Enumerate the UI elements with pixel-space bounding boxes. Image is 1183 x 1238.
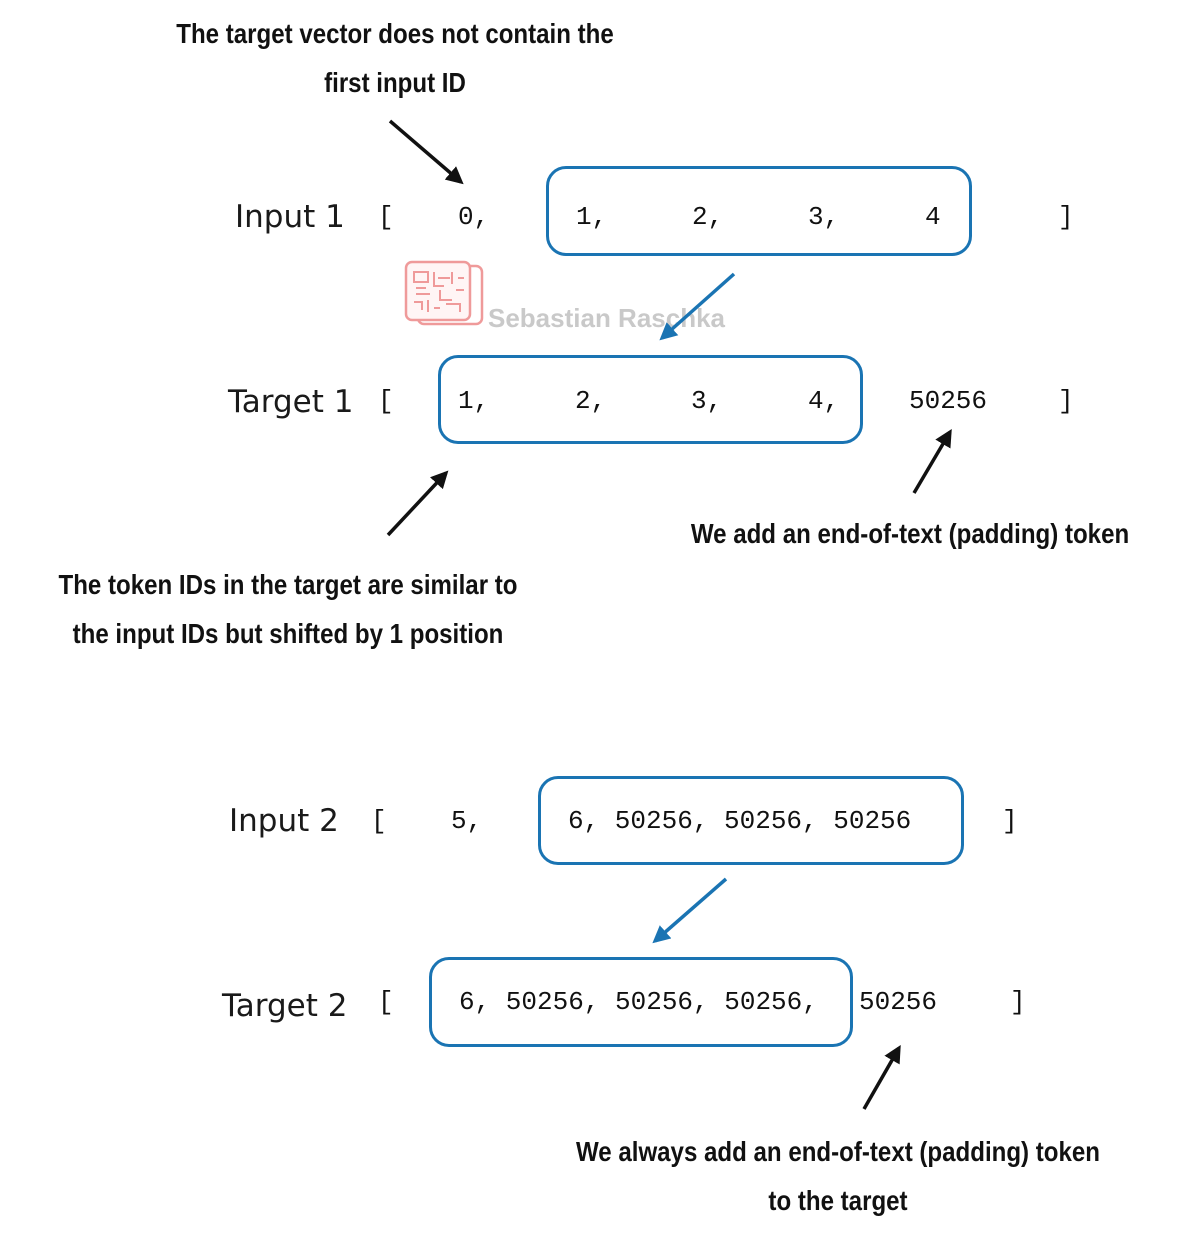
input-2-token: 5, — [451, 806, 483, 836]
arrow-to-target-1-box — [388, 473, 446, 535]
target-2-close-bracket: ] — [1010, 987, 1026, 1017]
arrow-to-padding-token-1 — [914, 432, 950, 493]
input-1-token: 2, — [692, 202, 724, 232]
left-middle-annotation-line-2: the input IDs but shifted by 1 position — [72, 618, 504, 649]
bottom-annotation-line-1: We always add an end-of-text (padding) token — [575, 1136, 1101, 1167]
shift-arrow-2 — [655, 879, 726, 941]
target-2-last-token: 50256 — [859, 987, 938, 1017]
input-2-open-bracket: [ — [371, 806, 387, 836]
target-1-token: 50256 — [909, 386, 988, 416]
left-middle-annotation-line-1: The token IDs in the target are similar to — [58, 569, 518, 600]
target-2-label: Target 2 — [222, 988, 348, 1024]
target-2-open-bracket: [ — [378, 987, 394, 1017]
input-2-close-bracket: ] — [1002, 806, 1018, 836]
target-1-open-bracket: [ — [378, 386, 394, 416]
arrow-to-padding-token-2 — [864, 1048, 899, 1109]
arrow-to-first-input-id — [390, 121, 461, 182]
target-1-token: 2, — [575, 386, 607, 416]
top-annotation-line-2: first input ID — [324, 67, 466, 98]
target-1-label: Target 1 — [228, 384, 354, 420]
input-1-token: 3, — [808, 202, 840, 232]
input-1-open-bracket: [ — [378, 202, 394, 232]
target-1-close-bracket: ] — [1058, 386, 1074, 416]
target-1-token: 4, — [808, 386, 840, 416]
target-1-token: 1, — [458, 386, 490, 416]
input-1-token: 0, — [458, 202, 490, 232]
input-1-close-bracket: ] — [1058, 202, 1074, 232]
right-middle-annotation: We add an end-of-text (padding) token — [690, 518, 1130, 549]
top-annotation-line-1: The target vector does not contain the — [176, 18, 614, 49]
target-1-token: 3, — [691, 386, 723, 416]
input-1-label: Input 1 — [235, 199, 345, 235]
input-2-label: Input 2 — [229, 803, 339, 839]
input-1-token: 4 — [925, 202, 941, 232]
bottom-annotation-line-2: to the target — [768, 1185, 908, 1216]
input-2-tokens: 6, 50256, 50256, 50256 — [568, 806, 912, 836]
input-1-token: 1, — [576, 202, 608, 232]
watermark-text: Sebastian Raschka — [488, 303, 726, 333]
target-2-tokens: 6, 50256, 50256, 50256, — [459, 987, 818, 1017]
shift-arrow-1 — [662, 274, 734, 338]
